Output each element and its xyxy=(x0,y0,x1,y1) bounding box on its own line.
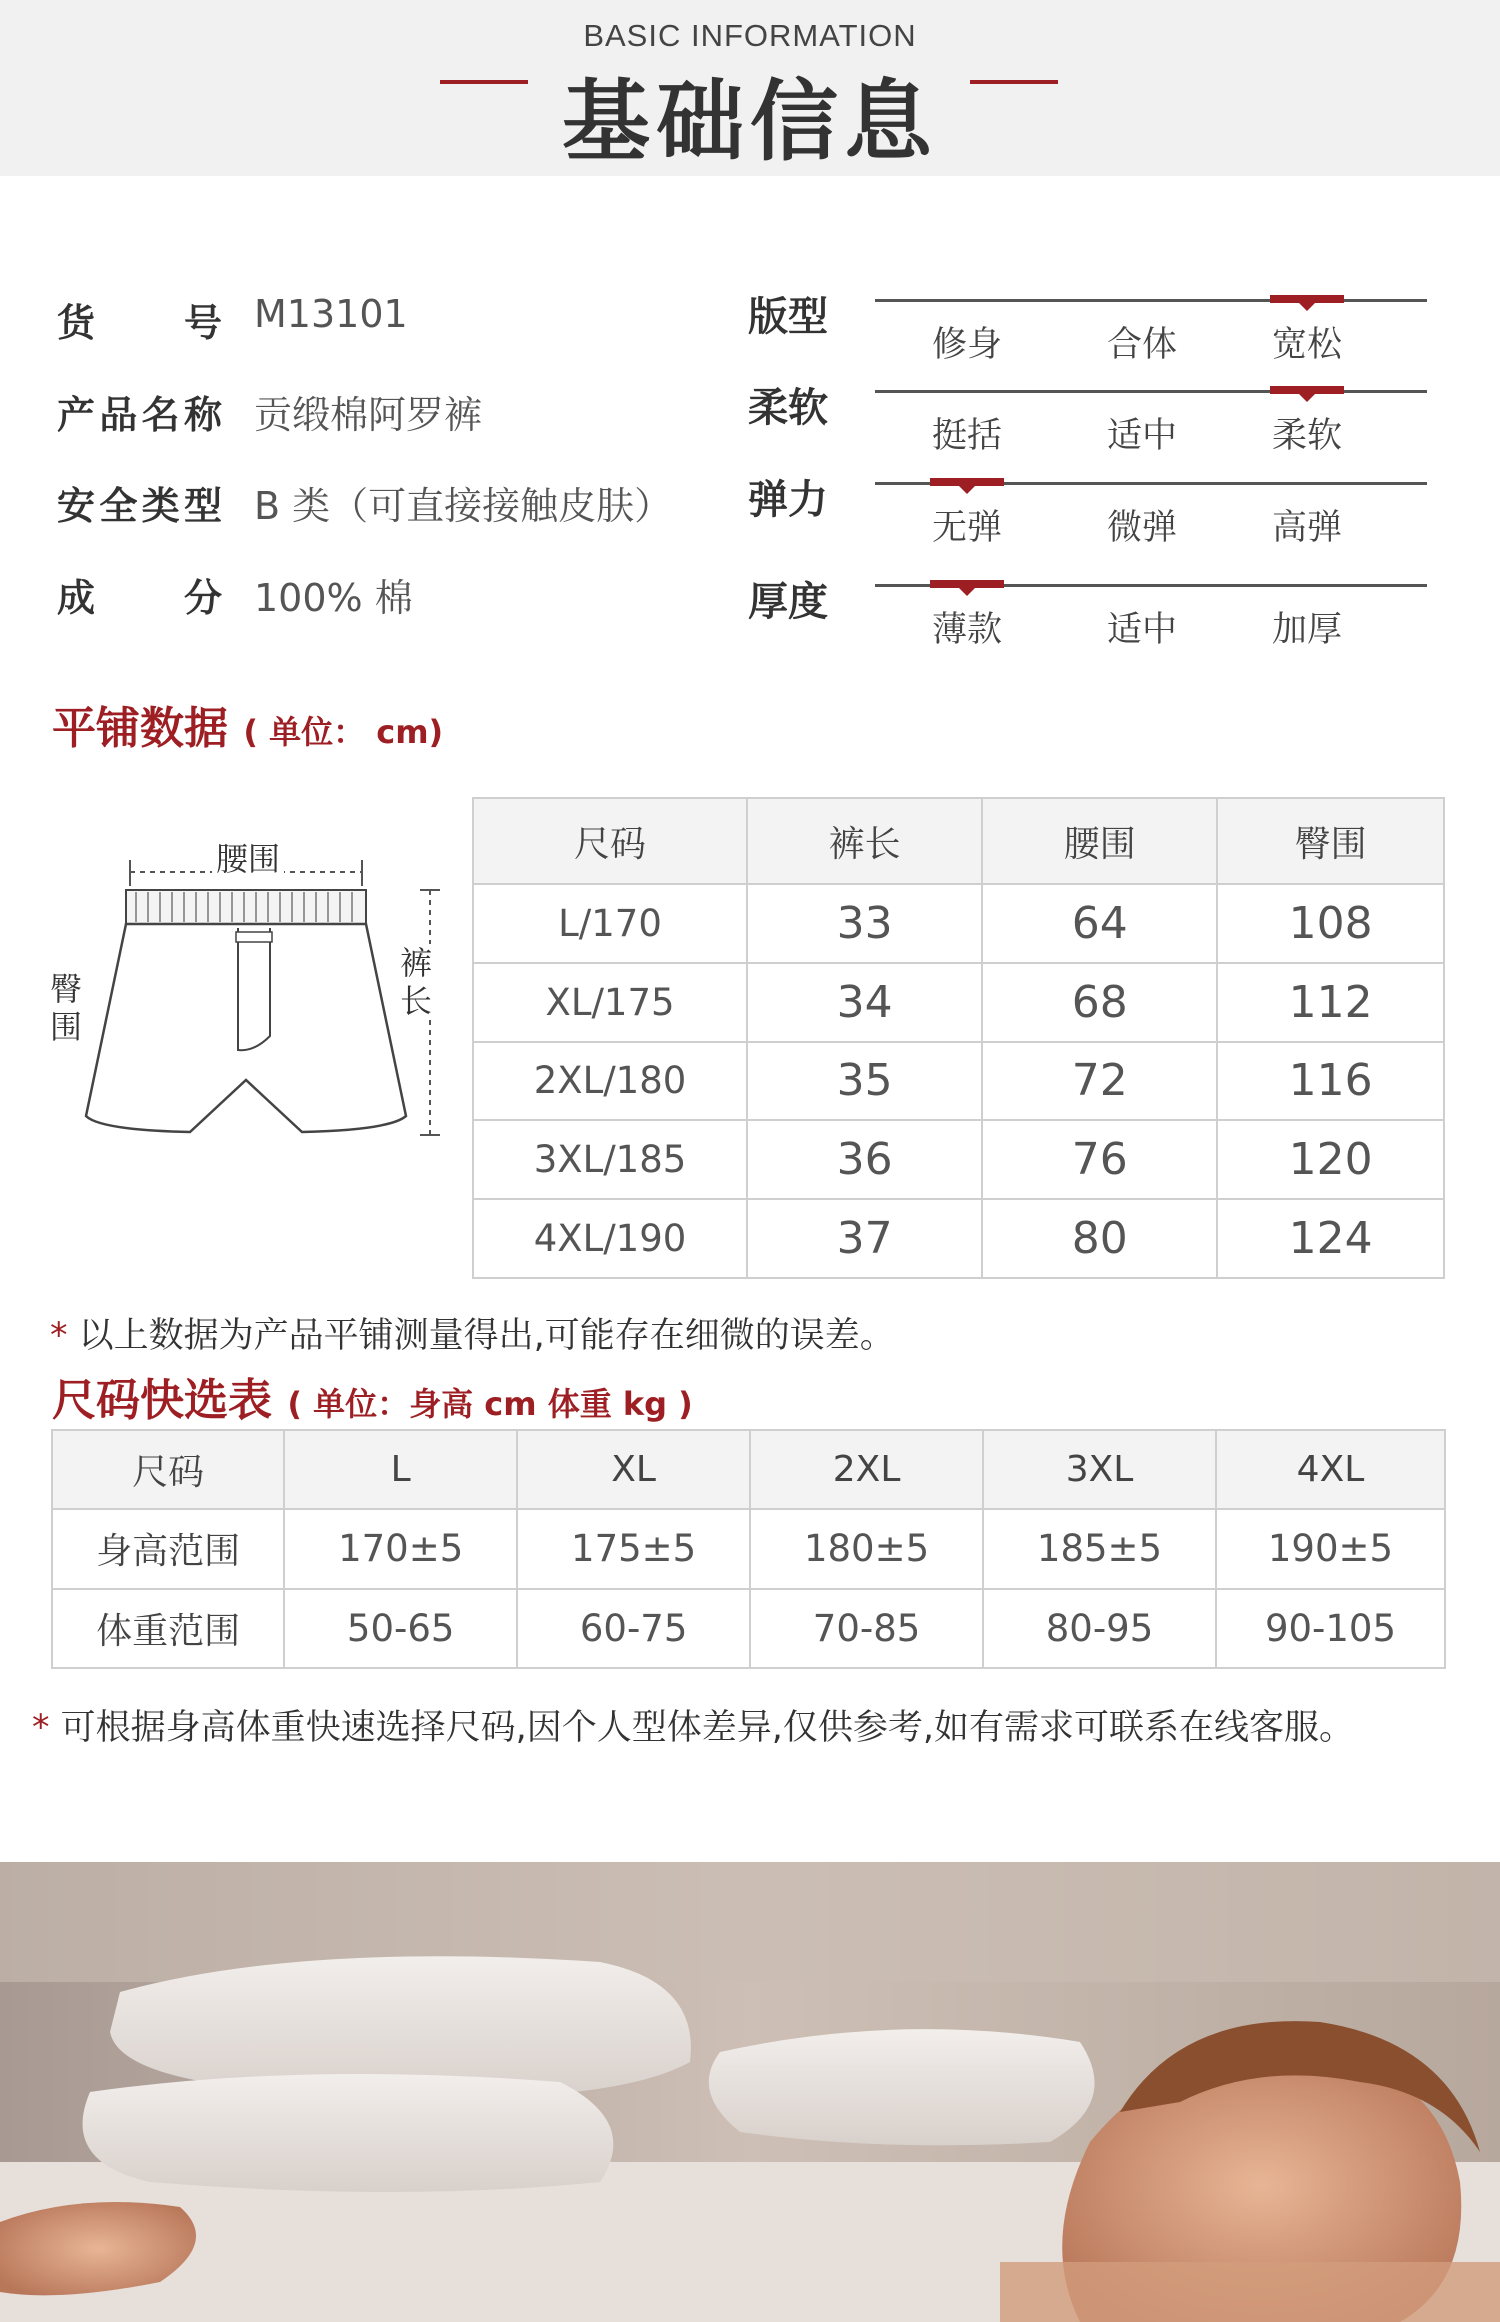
table-cell: 60-75 xyxy=(517,1589,750,1668)
info-value-item-no: M13101 xyxy=(254,292,408,336)
attribute-option: 挺括 xyxy=(931,416,1002,456)
table-cell: 身高范围 xyxy=(52,1509,284,1588)
attribute-option: 修身 xyxy=(931,325,1002,365)
table-cell: 3XL/185 xyxy=(473,1120,747,1199)
size-quick-select-table xyxy=(51,1429,1446,1669)
table-cell: 80 xyxy=(982,1199,1217,1278)
table-cell: 35 xyxy=(747,1042,982,1121)
attribute-label: 版型 xyxy=(748,294,828,340)
table-header-cell: 腰围 xyxy=(982,798,1217,884)
table-cell: 64 xyxy=(982,884,1217,963)
size-chart-note-text: 可根据身高体重快速选择尺码,因个人型体差异,仅供参考,如有需求可联系在线客服。 xyxy=(60,1708,1355,1748)
table-header-cell: 2XL xyxy=(750,1430,983,1509)
table-header-cell: L xyxy=(284,1430,517,1509)
attribute-scale-line xyxy=(875,299,1427,302)
table-row xyxy=(473,884,1444,963)
info-label-item-no: 货号 xyxy=(57,301,222,345)
attribute-option: 加厚 xyxy=(1271,610,1342,650)
header-subtitle: BASIC INFORMATION xyxy=(583,18,917,53)
attribute-label: 柔软 xyxy=(748,385,828,431)
flat-data-note xyxy=(50,1308,895,1358)
size-chart-title xyxy=(52,1364,693,1428)
table-cell: 70-85 xyxy=(750,1589,983,1668)
table-header-cell: 4XL xyxy=(1216,1430,1445,1509)
table-header-cell: 尺码 xyxy=(473,798,747,884)
info-label-safety-type: 安全类型 xyxy=(57,484,222,528)
attribute-label: 弹力 xyxy=(748,477,828,523)
attribute-selected-marker xyxy=(930,478,1004,486)
table-cell: 116 xyxy=(1217,1042,1444,1121)
flat-data-unit: ( 单位： cm) xyxy=(243,713,444,751)
table-cell: 120 xyxy=(1217,1120,1444,1199)
attribute-scale-line xyxy=(875,390,1427,393)
table-cell: 190±5 xyxy=(1216,1509,1445,1588)
size-chart-title-text: 尺码快选表 xyxy=(52,1375,272,1426)
attribute-option: 薄款 xyxy=(931,610,1002,650)
table-cell: 72 xyxy=(982,1042,1217,1121)
attribute-option: 柔软 xyxy=(1271,416,1342,456)
attribute-selected-marker xyxy=(1270,295,1344,303)
table-row xyxy=(473,1120,1444,1199)
table-cell: 4XL/190 xyxy=(473,1199,747,1278)
table-cell: 34 xyxy=(747,963,982,1042)
table-cell: 76 xyxy=(982,1120,1217,1199)
table-row xyxy=(473,1042,1444,1121)
header-title: 基础信息 xyxy=(561,70,938,173)
model-photo xyxy=(0,1862,1500,2322)
table-cell: L/170 xyxy=(473,884,747,963)
diagram-label-waist: 腰围 xyxy=(212,840,284,878)
title-decor-line-right xyxy=(970,80,1058,84)
attribute-label: 厚度 xyxy=(748,579,828,625)
table-row xyxy=(473,963,1444,1042)
table-header-cell: 3XL xyxy=(983,1430,1216,1509)
info-label-product-name: 产品名称 xyxy=(57,393,222,437)
note-star-icon: * xyxy=(50,1316,68,1356)
size-chart-unit: ( 单位：身高 cm 体重 kg ) xyxy=(287,1385,693,1423)
table-cell: 90-105 xyxy=(1216,1589,1445,1668)
table-cell: 185±5 xyxy=(983,1509,1216,1588)
attribute-option: 无弹 xyxy=(931,508,1002,548)
table-cell: 180±5 xyxy=(750,1509,983,1588)
attribute-option: 宽松 xyxy=(1271,325,1342,365)
attribute-option: 适中 xyxy=(1106,416,1177,456)
table-header-cell: 裤长 xyxy=(747,798,982,884)
info-value-product-name: 贡缎棉阿罗裤 xyxy=(254,393,483,437)
table-cell: 50-65 xyxy=(284,1589,517,1668)
table-cell: 170±5 xyxy=(284,1509,517,1588)
table-cell: 37 xyxy=(747,1199,982,1278)
table-header-cell: XL xyxy=(517,1430,750,1509)
table-cell: XL/175 xyxy=(473,963,747,1042)
size-chart-note xyxy=(32,1700,1354,1750)
table-header-cell: 尺码 xyxy=(52,1430,284,1509)
table-row xyxy=(52,1589,1445,1668)
table-cell: 80-95 xyxy=(983,1589,1216,1668)
table-row xyxy=(52,1509,1445,1588)
note-star-icon: * xyxy=(32,1708,50,1748)
table-cell: 33 xyxy=(747,884,982,963)
table-cell: 112 xyxy=(1217,963,1444,1042)
info-label-composition: 成分 xyxy=(57,576,222,620)
diagram-label-hip: 臀围 xyxy=(50,970,83,1046)
table-cell: 175±5 xyxy=(517,1509,750,1588)
flat-data-note-text: 以上数据为产品平铺测量得出,可能存在细微的误差。 xyxy=(78,1316,895,1356)
attribute-option: 适中 xyxy=(1106,610,1177,650)
table-cell: 108 xyxy=(1217,884,1444,963)
bedroom-model-image xyxy=(0,1862,1500,2322)
table-cell: 68 xyxy=(982,963,1217,1042)
attribute-option: 微弹 xyxy=(1106,508,1177,548)
attribute-option: 高弹 xyxy=(1271,508,1342,548)
flat-data-title-text: 平铺数据 xyxy=(52,703,228,754)
diagram-label-length: 裤长 xyxy=(400,944,436,1020)
table-cell: 36 xyxy=(747,1120,982,1199)
info-value-safety-type: B 类（可直接接触皮肤） xyxy=(254,484,673,528)
table-cell: 2XL/180 xyxy=(473,1042,747,1121)
info-value-composition: 100% 棉 xyxy=(254,576,413,620)
flat-data-title xyxy=(52,692,443,756)
flat-measurement-table xyxy=(472,797,1445,1279)
header-banner xyxy=(0,0,1500,176)
table-header-cell: 臀围 xyxy=(1217,798,1444,884)
table-row xyxy=(473,1199,1444,1278)
table-cell: 体重范围 xyxy=(52,1589,284,1668)
attribute-option: 合体 xyxy=(1106,325,1177,365)
shorts-diagram xyxy=(40,840,480,1170)
attribute-selected-marker xyxy=(930,580,1004,588)
table-cell: 124 xyxy=(1217,1199,1444,1278)
attribute-selected-marker xyxy=(1270,386,1344,394)
